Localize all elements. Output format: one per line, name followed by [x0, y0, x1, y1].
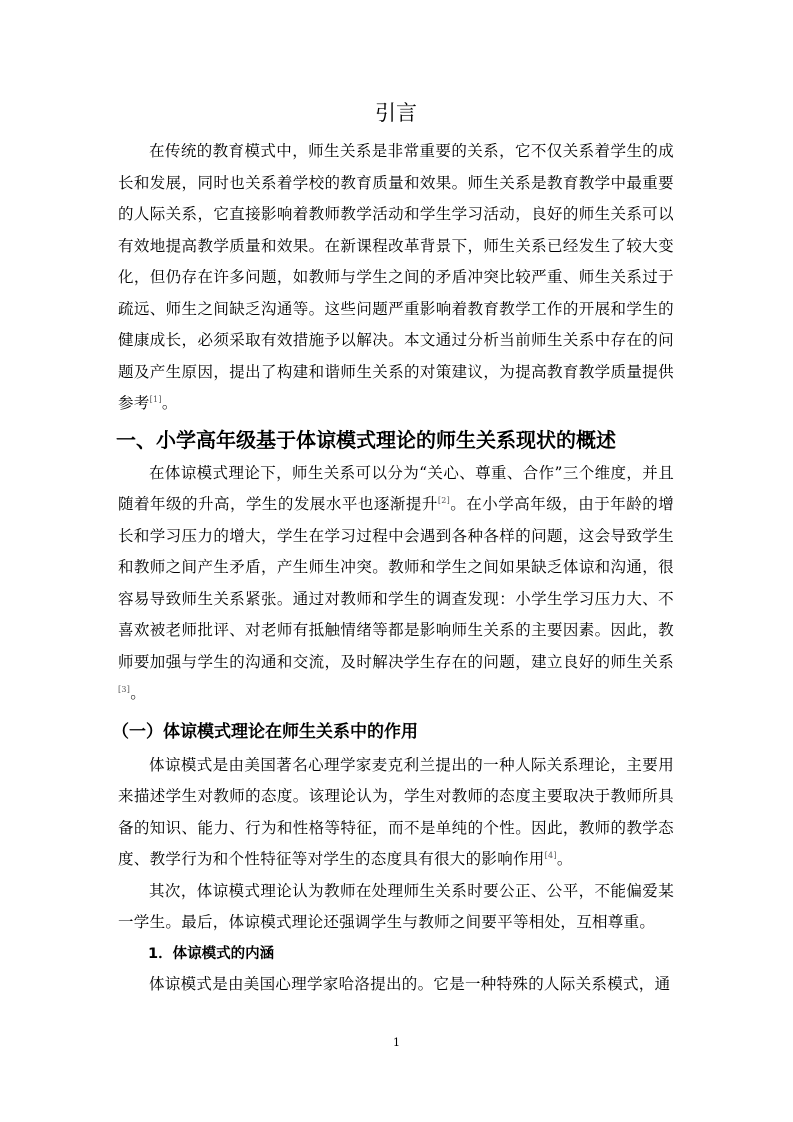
- citation-3[interactable]: [3]: [118, 684, 131, 694]
- document-title: 引言: [375, 101, 417, 125]
- subsection-1-heading: （一）体谅模式理论在师生关系中的作用: [112, 721, 418, 742]
- subsection-1-text: 体谅模式是由美国著名心理学家麦克利兰提出的一种人际关系理论，主要用来描述学生对教师的态度。该理论认为，学生对教师的态度主要取决于教师所具备的知识、能力、行为和性格等特征，而不是单纯的个性。因此，教师的教学态度、教学行为和个性特征等对学生的态度具有很大的影响作用: [118, 755, 674, 868]
- intro-paragraph: [118, 136, 674, 420]
- section-1-end: 。: [130, 684, 147, 702]
- page-number: 1: [393, 1036, 400, 1049]
- section-1-paragraph: [118, 458, 674, 710]
- intro-text: 在传统的教育模式中，师生关系是非常重要的关系，它不仅关系着学生的成长和发展，同时也关系着学校的教育质量和效果。师生关系是教育教学中最重要的人际关系，它直接影响着教师教学活动和学生学习活动，良好的师生关系可以有效地提高教学质量和效果。在新课程改革背景下，师生关系已经发生了较大变化，但仍存在许多问题，如教师与学生之间的矛盾冲突比较严重、师生关系过于疏远、师生之间缺乏沟通等。这些问题严重影响着教育教学工作的开展和学生的健康成长，必须采取有效措施予以解决。本文通过分析当前师生关系中存在的问题及产生原因，提出了构建和谐师生关系的对策建议，为提高教育教学质量提供参考: [118, 142, 674, 412]
- item-1-paragraph: 体谅模式是由美国心理学家哈洛提出的。它是一种特殊的人际关系模式，通: [149, 974, 671, 993]
- intro-end: 。: [161, 394, 178, 412]
- citation-4[interactable]: [4]: [544, 850, 557, 860]
- section-1-text-continued: 。在小学高年级，由于年龄的增长和学习压力的增大，学生在学习过程中会遇到各种各样的问题，这会导致学生和教师之间产生矛盾，产生师生冲突。教师和学生之间如果缺乏体谅和沟通，很容易导致师生关系紧张。通过对教师和学生的调查发现：小学生学习压力大、不喜欢被老师批评、对老师有抵触情绪等都是影响师生关系的主要因素。因此，教师要加强与学生的沟通和交流，及时解决学生存在的问题，建立良好的师生关系: [118, 495, 674, 671]
- section-1-heading: 一、小学高年级基于体谅模式理论的师生关系现状的概述: [116, 427, 616, 452]
- citation-2[interactable]: [2]: [437, 495, 451, 505]
- section-1-text: 在体谅模式理论下，师生关系可以分为“关心、尊重、合作”三个维度，并且随着年级的升高，学生的发展水平也逐渐提升: [118, 463, 674, 513]
- item-1-heading: 1．体谅模式的内涵: [148, 945, 275, 962]
- subsection-1-paragraph-1: [118, 750, 674, 876]
- citation-1[interactable]: [1]: [149, 394, 162, 404]
- subsection-1-paragraph-2: 其次，体谅模式理论认为教师在处理师生关系时要公正、公平，不能偏爱某一学生。最后，体谅模式理论还强调学生与教师之间要平等相处，互相尊重。: [118, 881, 674, 931]
- page-content: [112, 98, 674, 1000]
- subsection-1-end: 。: [556, 850, 573, 868]
